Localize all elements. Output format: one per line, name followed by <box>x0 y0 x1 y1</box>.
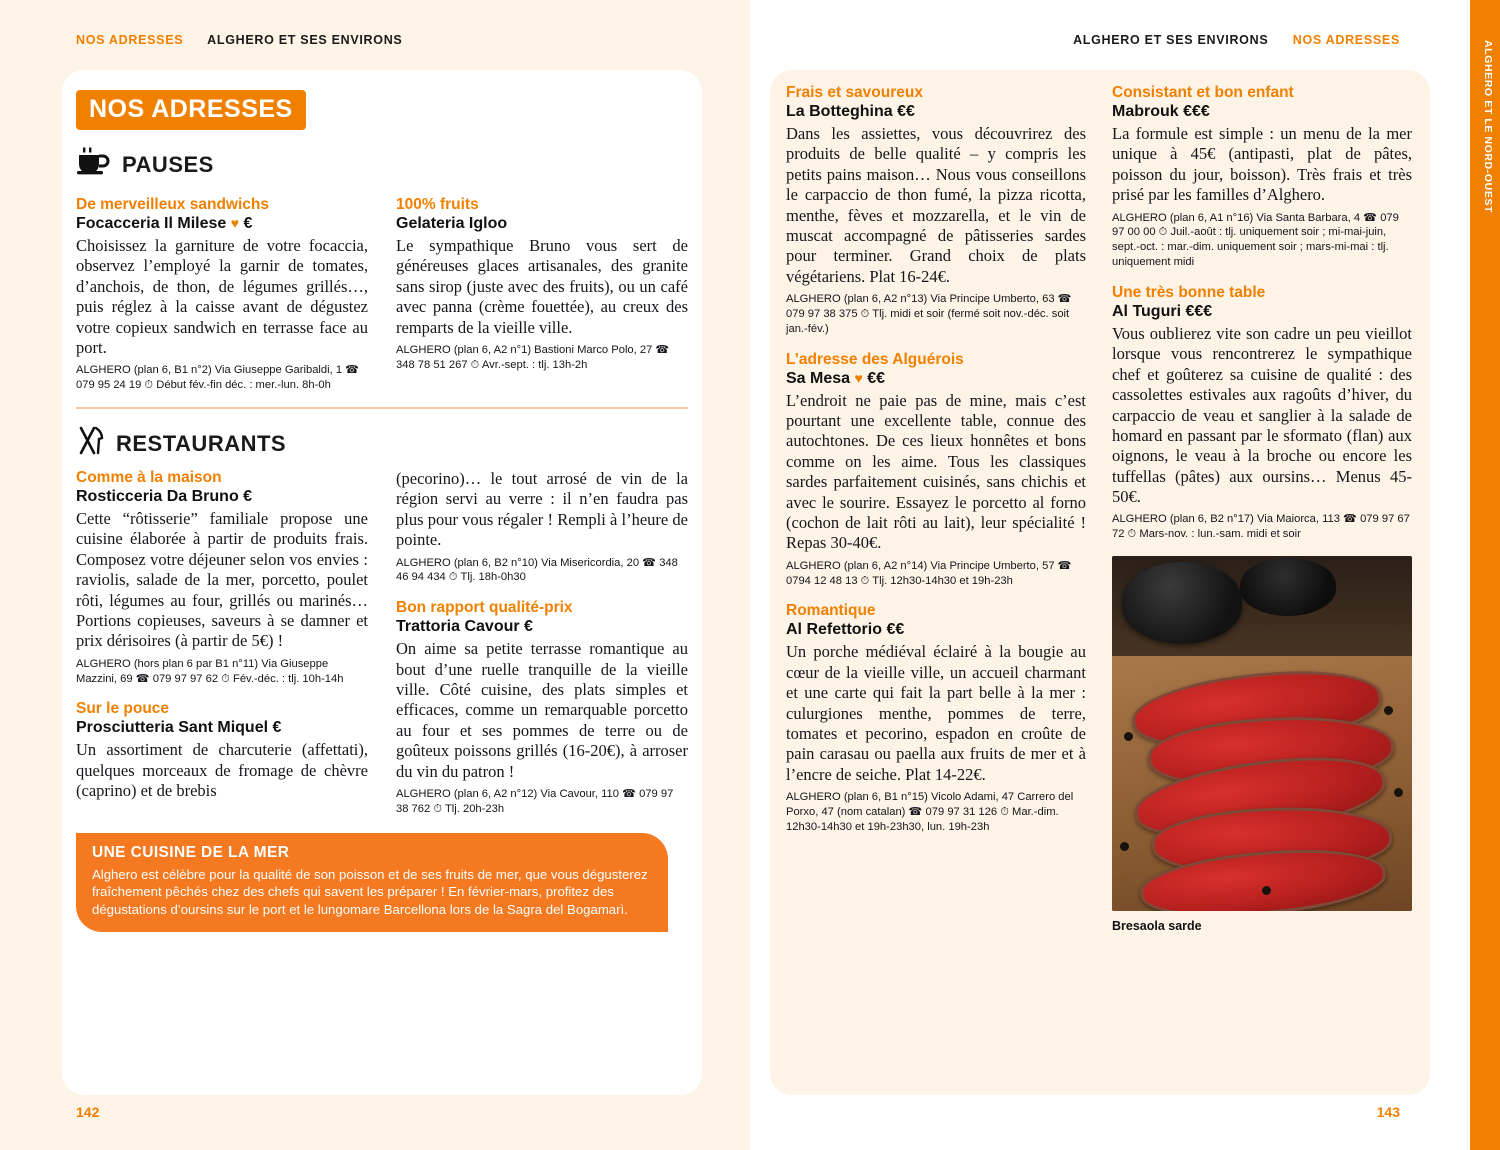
entry-name-text: Sa Mesa <box>786 369 851 387</box>
entry-body: Le sympathique Bruno vous sert de généreuses glaces artisanales, des granite sans sirop (juste avec des fruits), ou un café avec panna (crème fouettée), au creux des remparts de la vieille ville. <box>396 236 688 337</box>
entry-body: On aime sa petite terrasse romantique au bout d’une ruelle tranquille de la vieille ville. Côté cuisine, des plats simples et efficaces, comme un remarquable porcetto au four et ses pommes de terre ou de goûteux poissons grillés (16-20€), à arroser du vin du patron ! <box>396 639 688 781</box>
entry-meta: ALGHERO (plan 6, A2 n°14) Via Principe Umberto, 57 ☎ 0794 12 48 13 ⏱ Tlj. 12h30-14h30 et 19h-23h <box>786 559 1072 587</box>
info-box-body: Alghero est célèbre pour la qualité de son poisson et de ses fruits de mer, que vous dégusterez fraîchement pêchés chez des chefs qui savent les préparer ! En février-mars, profitez des dégustations d’oursins sur le port et le lungomare Barcellona lors de la Sagra del Bogamarì. <box>92 866 648 917</box>
restaurants-col-2 <box>396 461 688 817</box>
entry-meta: ALGHERO (hors plan 6 par B1 n°11) Via Giuseppe Mazzini, 69 ☎ 079 97 97 62 ⏱ Fév.-déc. : tlj. 10h-14h <box>76 657 344 685</box>
pauses-columns <box>76 182 688 393</box>
entry-kicker: Comme à la maison <box>76 469 222 487</box>
entry-name: Prosciutteria Sant Miquel € <box>76 719 282 737</box>
running-head-right-section: NOS ADRESSES <box>1292 33 1400 47</box>
info-box-title: UNE CUISINE DE LA MER <box>92 843 290 861</box>
entry-name <box>76 215 368 233</box>
restaurants-col-1 <box>76 461 368 817</box>
olive-bowl <box>1122 562 1242 644</box>
entry-kicker: Frais et savoureux <box>786 84 923 101</box>
entry-kicker: 100% fruits <box>396 196 479 213</box>
entry-body: Un assortiment de charcuterie (affettati), quelques morceaux de fromage de chèvre (caprino) et de brebis <box>76 740 368 801</box>
entry-name: Mabrouk €€€ <box>1112 103 1210 120</box>
bresaola-photo <box>1112 556 1412 911</box>
running-head-left-section: NOS ADRESSES <box>76 33 184 47</box>
page-number-left: 142 <box>76 1104 100 1120</box>
left-content-card <box>62 70 702 1095</box>
entry-meta: ALGHERO (plan 6, B1 n°15) Vicolo Adami, 47 Carrero del Porxo, 47 (nom catalan) ☎ 079 97 31 126 ⏱ Mar.-dim. 12h30-14h30 et 19h-23h30, lun. 19h-23h <box>786 791 1074 833</box>
right-col-1 <box>786 84 1086 933</box>
heart-icon: ♥ <box>854 369 863 386</box>
entry-kicker: Une très bonne table <box>1112 284 1266 302</box>
left-column-container <box>76 90 688 932</box>
entry-meta: ALGHERO (plan 6, A2 n°13) Via Principe Umberto, 63 ☎ 079 97 38 375 ⏱ Tlj. midi et soir (fermé soit nov.-déc. soit jan.-fév.) <box>786 293 1072 335</box>
right-col-2 <box>1112 84 1412 933</box>
entry-meta: ALGHERO (plan 6, B2 n°10) Via Misericordia, 20 ☎ 348 46 94 434 ⏱ Tlj. 18h-0h30 <box>396 556 678 584</box>
right-content-card <box>770 70 1430 1095</box>
photo-block <box>1112 556 1412 933</box>
right-column-container <box>786 84 1414 933</box>
entry-body: Un porche médiéval éclairé à la bougie au cœur de la vieille ville, un accueil charmant et une carte qui fait la part belle à la mer : culurgiones menthe, pommes de terre, tomates et pecorino, espadon en croûte de pain carasau ou paella aux fruits de mer et à l’encre de seiche. Plat 14-22€. <box>786 642 1086 784</box>
entry-body: Choisissez la garniture de votre focaccia, observez l’employé la garnir de tomates, d’anchois, de thon, de légumes grillés…, puis réglez à la caisse avant de dégustez votre copieux sandwich en terrasse face au port. <box>76 236 368 357</box>
entry-body: L’endroit ne paie pas de mine, mais c’est pourtant une excellente table, connue des autochtones. De ces lieux honnêtes et bons comme on les aime. Tous les classiques sardes parfaitement cuisinés, sans chichis et avec le sourire. Essayez le porcetto al forno (cochon de lait rôti au lait), leur spécialité ! Repas 30-40€. <box>786 390 1086 553</box>
right-columns <box>786 84 1414 933</box>
running-head-right <box>1073 33 1400 47</box>
entry-meta: ALGHERO (plan 6, B1 n°2) Via Giuseppe Garibaldi, 1 ☎ 079 95 24 19 ⏱ Début fév.-fin déc. : mer.-lun. 8h-0h <box>76 364 360 392</box>
entry-meta: ALGHERO (plan 6, A2 n°1) Bastioni Marco Polo, 27 ☎ 348 78 51 267 ⏱ Avr.-sept. : tlj. 13h-2h <box>396 343 670 371</box>
entry-body: Dans les assiettes, vous découvrirez des produits de belle qualité – y compris les petits pains maison… Nous vous conseillons le carpaccio de thon fumé, la pizza ricotta, menthe, fèves et mozzarella, et le vin de muscat accompagné de pâtisseries sardes pour terminer. Grand choix de plats végétariens. Plat 16-24€. <box>786 124 1086 286</box>
entry-kicker: Consistant et bon enfant <box>1112 84 1294 101</box>
running-head-left-chapter: ALGHERO ET SES ENVIRONS <box>207 33 403 47</box>
heart-icon: ♥ <box>230 215 240 231</box>
running-head-right-chapter: ALGHERO ET SES ENVIRONS <box>1073 33 1269 47</box>
chapter-edge-tab <box>1470 0 1500 1150</box>
entry-body-continued: (pecorino)… le tout arrosé de vin de la région servi au verre : il n’en faudra pas plus pour vous régaler ! Rempli à l’heure de pointe. <box>396 469 688 550</box>
photo-caption: Bresaola sarde <box>1112 919 1202 934</box>
running-head-left <box>76 33 402 47</box>
nos-adresses-banner: NOS ADRESSES <box>76 90 306 130</box>
entry-kicker: De merveilleux sandwichs <box>76 196 269 213</box>
entry-body: Cette “rôtisserie” familiale propose une cuisine élaborée à partir de produits frais. Composez votre déjeuner selon vos envies : raviolis, salade de la mer, porcetto, poulet rôti, légumes au four, grillés ou marinés… Portions copieuses, saveurs à se damner et prix dérisoires (à partir de 5€) ! <box>76 509 368 651</box>
entry-name: Al Tuguri €€€ <box>1112 303 1213 321</box>
entry-meta: ALGHERO (plan 6, A2 n°12) Via Cavour, 110 ☎ 079 97 38 762 ⏱ Tlj. 20h-23h <box>396 787 674 815</box>
entry-name: La Botteghina €€ <box>786 103 915 120</box>
section-pauses-title: PAUSES <box>122 151 214 177</box>
entry-price: €€ <box>867 369 886 387</box>
entry-body: La formule est simple : un menu de la mer unique à 45€ (antipasti, plat de pâtes, poisson du jour, boisson). Très frais et très prisé par les familles d’Alghero. <box>1112 124 1412 205</box>
entry-name: Gelateria Igloo <box>396 215 508 232</box>
restaurants-columns <box>76 461 688 817</box>
section-restaurants <box>76 426 688 461</box>
pauses-col-2 <box>396 182 688 393</box>
right-page <box>750 0 1500 1150</box>
section-pauses <box>76 147 688 182</box>
info-box-cuisine-de-la-mer <box>76 833 668 932</box>
entry-kicker: Sur le pouce <box>76 700 170 718</box>
entry-name-text: Focacceria Il Milese <box>76 215 227 232</box>
entry-meta: ALGHERO (plan 6, B2 n°17) Via Maiorca, 113 ☎ 079 97 67 72 ⏱ Mars-nov. : lun.-sam. midi et soir <box>1112 513 1410 541</box>
section-divider <box>76 407 688 409</box>
entry-kicker: Bon rapport qualité-prix <box>396 599 573 617</box>
entry-name: Trattoria Cavour € <box>396 618 533 636</box>
entry-kicker: L’adresse des Alguérois <box>786 350 964 368</box>
chapter-edge-tab-label: ALGHERO ET LE NORD-OUEST <box>1482 40 1494 214</box>
entry-meta: ALGHERO (plan 6, A1 n°16) Via Santa Barbara, 4 ☎ 079 97 00 00 ⏱ Juil.-août : tlj. uniquement soir ; mi-mai-juin, sept.-oct. : mar.-dim. uniquement soir ; mars-mi-mai : tlj. uniquement midi <box>1112 211 1399 269</box>
entry-name <box>786 370 1086 388</box>
entry-name: Al Refettorio €€ <box>786 621 905 639</box>
section-restaurants-title: RESTAURANTS <box>116 430 287 456</box>
entry-name: Rosticceria Da Bruno € <box>76 488 253 506</box>
pepper-bowl <box>1240 558 1336 616</box>
pauses-col-1 <box>76 182 368 393</box>
page-number-right: 143 <box>1376 1104 1400 1120</box>
entry-kicker: Romantique <box>786 602 876 620</box>
fork-knife-icon <box>76 426 106 461</box>
entry-body: Vous oublierez vite son cadre un peu vieillot lorsque vous rencontrerez le sympathique chef et goûterez sa cuisine de qualité : des cassolettes estivales aux ragoûts d’hiver, du carpaccio de veau et sanglier à la salade de homard en passant par le sformato (flan) aux oignons, le veau à la broche ou encore les tuffellas (pâtes) aux oursins… Menus 45-50€. <box>1112 324 1412 507</box>
entry-price: € <box>243 215 253 232</box>
coffee-cup-icon <box>76 147 112 182</box>
